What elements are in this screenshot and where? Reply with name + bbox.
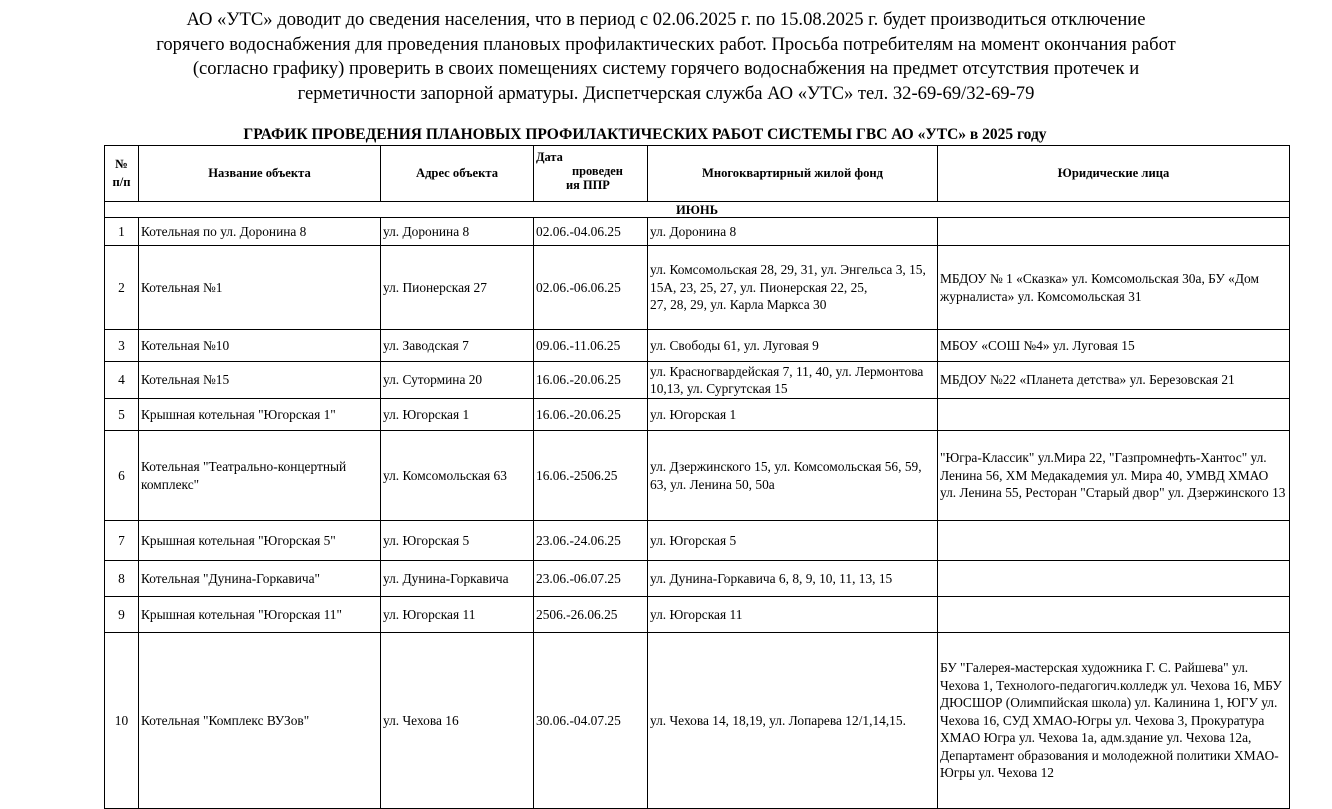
row-number: 5	[105, 399, 139, 431]
work-dates: 30.06.-04.07.25	[534, 633, 648, 809]
table-row	[105, 597, 1290, 633]
housing-addresses: ул. Комсомольская 28, 29, 31, ул. Энгельса 3, 15, 15А, 23, 25, 27, ул. Пионерская 22, 25, 27, 28, 29, ул. Карла Маркса 30	[648, 246, 938, 330]
object-name: Котельная "Комплекс ВУЗов"	[139, 633, 381, 809]
table-row	[105, 246, 1290, 330]
notice-text	[0, 8, 1332, 106]
row-number: 3	[105, 330, 139, 362]
header-date-line2: проведен	[572, 164, 623, 178]
row-number: 1	[105, 218, 139, 246]
row-number: 9	[105, 597, 139, 633]
row-number: 4	[105, 362, 139, 399]
housing-addresses: ул. Югорская 1	[648, 399, 938, 431]
schedule-title: ГРАФИК ПРОВЕДЕНИЯ ПЛАНОВЫХ ПРОФИЛАКТИЧЕСКИХ РАБОТ СИСТЕМЫ ГВС АО «УТС» в 2025 году	[243, 126, 1047, 143]
header-num-line1: №	[115, 157, 128, 171]
header-name: Название объекта	[139, 146, 381, 202]
work-dates: 16.06.-20.06.25	[534, 399, 648, 431]
work-dates: 23.06.-06.07.25	[534, 561, 648, 597]
housing-addresses: ул. Свободы 61, ул. Луговая 9	[648, 330, 938, 362]
object-address: ул. Заводская 7	[381, 330, 534, 362]
table-row	[105, 431, 1290, 521]
legal-entities	[938, 521, 1290, 561]
housing-addresses: ул. Красногвардейская 7, 11, 40, ул. Лермонтова 10,13, ул. Сургутская 15	[648, 362, 938, 399]
legal-entities: МБДОУ №22 «Планета детства» ул. Березовская 21	[938, 362, 1290, 399]
table-row	[105, 330, 1290, 362]
housing-addresses: ул. Дзержинского 15, ул. Комсомольская 56, 59, 63, ул. Ленина 50, 50а	[648, 431, 938, 521]
object-name: Крышная котельная "Югорская 5"	[139, 521, 381, 561]
row-number: 10	[105, 633, 139, 809]
legal-entities: МБДОУ № 1 «Сказка» ул. Комсомольская 30а, БУ «Дом журналиста» ул. Комсомольская 31	[938, 246, 1290, 330]
work-dates: 02.06.-04.06.25	[534, 218, 648, 246]
table-row	[105, 633, 1290, 809]
legal-entities	[938, 399, 1290, 431]
row-number: 8	[105, 561, 139, 597]
object-address: ул. Югорская 5	[381, 521, 534, 561]
object-name: Котельная №15	[139, 362, 381, 399]
table-row	[105, 218, 1290, 246]
object-address: ул. Дунина-Горкавича	[381, 561, 534, 597]
notice-line: герметичности запорной арматуры. Диспетчерская служба АО «УТС» тел. 32-69-69/32-69-79	[297, 82, 1035, 104]
table-row	[105, 399, 1290, 431]
month-row	[105, 202, 1290, 218]
housing-addresses: ул. Дунина-Горкавича 6, 8, 9, 10, 11, 13, 15	[648, 561, 938, 597]
object-address: ул. Доронина 8	[381, 218, 534, 246]
header-housing: Многоквартирный жилой фонд	[648, 146, 938, 202]
header-date-line3: ия ППР	[566, 178, 610, 192]
header-num-line2: п/п	[112, 174, 131, 189]
housing-addresses: ул. Югорская 5	[648, 521, 938, 561]
notice-line: АО «УТС» доводит до сведения населения, что в период с 02.06.2025 г. по 15.08.2025 г. будет производиться отключение	[186, 9, 1146, 30]
housing-addresses: ул. Югорская 11	[648, 597, 938, 633]
work-dates: 16.06.-20.06.25	[534, 362, 648, 399]
schedule-table	[104, 145, 1290, 809]
header-date-line1: Дата	[536, 150, 563, 164]
object-address: ул. Пионерская 27	[381, 246, 534, 330]
object-name: Котельная "Дунина-Горкавича"	[139, 561, 381, 597]
legal-entities: "Югра-Классик" ул.Мира 22, "Газпромнефть-Хантос" ул. Ленина 56, ХМ Медакадемия ул. Мира 40, УМВД ХМАО ул. Ленина 55, Ресторан "Старый двор" ул. Дзержинского 13	[938, 431, 1290, 521]
object-name: Котельная №10	[139, 330, 381, 362]
header-num	[105, 146, 139, 202]
housing-addresses: ул. Чехова 14, 18,19, ул. Лопарева 12/1,14,15.	[648, 633, 938, 809]
row-number: 6	[105, 431, 139, 521]
header-address: Адрес объекта	[381, 146, 534, 202]
month-label: ИЮНЬ	[105, 202, 1290, 218]
header-date	[534, 146, 648, 202]
legal-entities: МБОУ «СОШ №4» ул. Луговая 15	[938, 330, 1290, 362]
table-row	[105, 561, 1290, 597]
legal-entities: БУ "Галерея-мастерская художника Г. С. Райшева" ул. Чехова 1, Технолого-педагогич.колледж ул. Чехова 16, МБУ ДЮСШОР (Олимпийская школа) ул. Калинина 1, ЮГУ ул. Чехова 16, СУД ХМАО-Югры ул. Чехова 3, Прокуратура ХМАО Югра ул. Чехова 1а, адм.здание ул. Чехова 12а, Департамент образования и молодежной политики ХМАО-Югры ул. Чехова 12	[938, 633, 1290, 809]
header-legal: Юридические лица	[938, 146, 1290, 202]
header-row	[105, 146, 1290, 202]
work-dates: 02.06.-06.06.25	[534, 246, 648, 330]
table-row	[105, 521, 1290, 561]
object-name: Крышная котельная "Югорская 11"	[139, 597, 381, 633]
notice-line: горячего водоснабжения для проведения плановых профилактических работ. Просьба потребителям на момент окончания работ	[156, 33, 1176, 55]
object-address: ул. Югорская 11	[381, 597, 534, 633]
object-name: Котельная по ул. Доронина 8	[139, 218, 381, 246]
work-dates: 09.06.-11.06.25	[534, 330, 648, 362]
work-dates: 2506.-26.06.25	[534, 597, 648, 633]
housing-addresses: ул. Доронина 8	[648, 218, 938, 246]
row-number: 7	[105, 521, 139, 561]
object-address: ул. Сутормина 20	[381, 362, 534, 399]
notice-line: (согласно графику) проверить в своих помещениях систему горячего водоснабжения на предмет отсутствия протечек и	[192, 58, 1140, 79]
work-dates: 16.06.-2506.25	[534, 431, 648, 521]
object-name: Крышная котельная "Югорская 1"	[139, 399, 381, 431]
legal-entities	[938, 218, 1290, 246]
object-name: Котельная №1	[139, 246, 381, 330]
legal-entities	[938, 561, 1290, 597]
row-number: 2	[105, 246, 139, 330]
table-row	[105, 362, 1290, 399]
object-address: ул. Комсомольская 63	[381, 431, 534, 521]
schedule-body	[105, 202, 1290, 809]
work-dates: 23.06.-24.06.25	[534, 521, 648, 561]
legal-entities	[938, 597, 1290, 633]
object-address: ул. Югорская 1	[381, 399, 534, 431]
object-name: Котельная "Театрально-концертный комплекс"	[139, 431, 381, 521]
object-address: ул. Чехова 16	[381, 633, 534, 809]
